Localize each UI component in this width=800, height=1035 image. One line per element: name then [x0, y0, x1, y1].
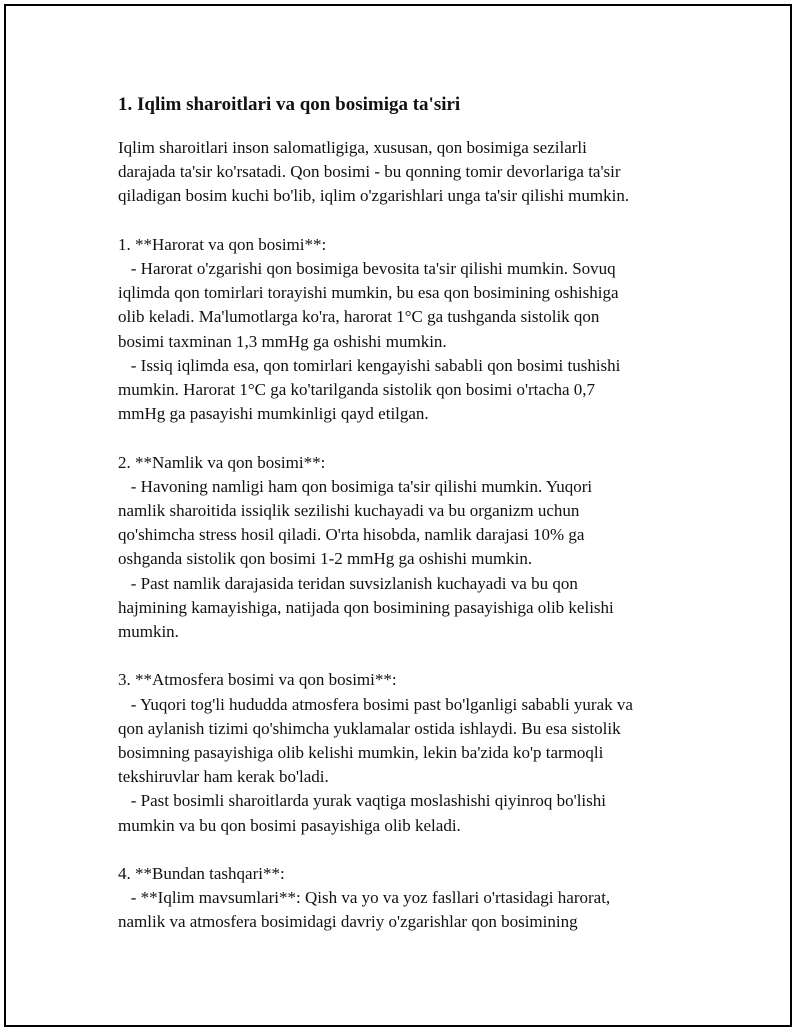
text-line: Iqlim sharoitlari inson salomatligiga, xususan, qon bosimiga sezilarli [118, 138, 587, 157]
text-line: tekshiruvlar ham kerak bo'ladi. [118, 767, 329, 787]
blank-line [118, 644, 718, 668]
text-line: qo'shimcha stress hosil qiladi. O'rta hisobda, namlik darajasi 10% ga [118, 525, 585, 545]
document-title: 1. Iqlim sharoitlari va qon bosimiga ta'siri [118, 94, 461, 115]
text-line: - Harorat o'zgarishi qon bosimiga bevosita ta'sir qilishi mumkin. Sovuq [118, 259, 616, 278]
text-line: bosimning pasayishiga olib kelishi mumkin, lekin ba'zida ko'p tarmoqli [118, 743, 604, 763]
document-text [118, 136, 718, 935]
text-line: mumkin. [118, 622, 179, 642]
text-line: hajmining kamayishiga, natijada qon bosimining pasayishiga olib kelishi [118, 597, 614, 617]
document-body [118, 92, 718, 935]
text-line: - **Iqlim mavsumlari**: Qish va yo va yoz fasllari o'rtasidagi harorat, [118, 888, 611, 908]
text-line: - Issiq iqlimda esa, qon tomirlari kengayishi sababli qon bosimi tushishi [118, 355, 621, 375]
text-line: qon aylanish tizimi qo'shimcha yuklamalar ostida ishlaydi. Bu esa sistolik [118, 718, 621, 738]
text-line: - Past bosimli sharoitlarda yurak vaqtiga moslashishi qiyinroq bo'lishi [118, 791, 606, 811]
text-line: 4. **Bundan tashqari**: [118, 864, 285, 884]
text-line: - Past namlik darajasida teridan suvsizlanish kuchayadi va bu qon [118, 573, 578, 593]
text-line: 3. **Atmosfera bosimi va qon bosimi**: [118, 670, 397, 690]
text-line: namlik va atmosfera bosimidagi davriy o'zgarishlar qon bosimining [118, 912, 578, 932]
text-line: bosimi taxminan 1,3 mmHg ga oshishi mumkin. [118, 331, 447, 351]
text-line: qiladigan bosim kuchi bo'lib, iqlim o'zgarishlari unga ta'sir qilishi mumkin. [118, 186, 630, 206]
text-line: mmHg ga pasayishi mumkinligi qayd etilgan. [118, 404, 429, 424]
text-line: mumkin va bu qon bosimi pasayishiga olib keladi. [118, 815, 461, 835]
text-line: iqlimda qon tomirlari torayishi mumkin, bu esa qon bosimining oshishiga [118, 283, 619, 303]
text-line: 1. **Harorat va qon bosimi**: [118, 234, 327, 254]
text-line: 2. **Namlik va qon bosimi**: [118, 452, 326, 472]
blank-line [118, 426, 718, 450]
text-line: - Havoning namligi ham qon bosimiga ta'sir qilishi mumkin. Yuqori [118, 476, 593, 496]
text-line: olib keladi. Ma'lumotlarga ko'ra, harorat 1°C ga tushganda sistolik qon [118, 307, 600, 327]
text-line: namlik sharoitida issiqlik sezilishi kuchayadi va bu organizm uchun [118, 501, 580, 521]
blank-line [118, 838, 718, 862]
blank-line [118, 209, 718, 233]
text-line: mumkin. Harorat 1°C ga ko'tarilganda sistolik qon bosimi o'rtacha 0,7 [118, 380, 596, 400]
text-line: - Yuqori tog'li hududda atmosfera bosimi past bo'lganligi sababli yurak va [118, 694, 633, 714]
text-line: darajada ta'sir ko'rsatadi. Qon bosimi - bu qonning tomir devorlariga ta'sir [118, 162, 621, 182]
text-line: oshganda sistolik qon bosimi 1-2 mmHg ga oshishi mumkin. [118, 549, 533, 569]
